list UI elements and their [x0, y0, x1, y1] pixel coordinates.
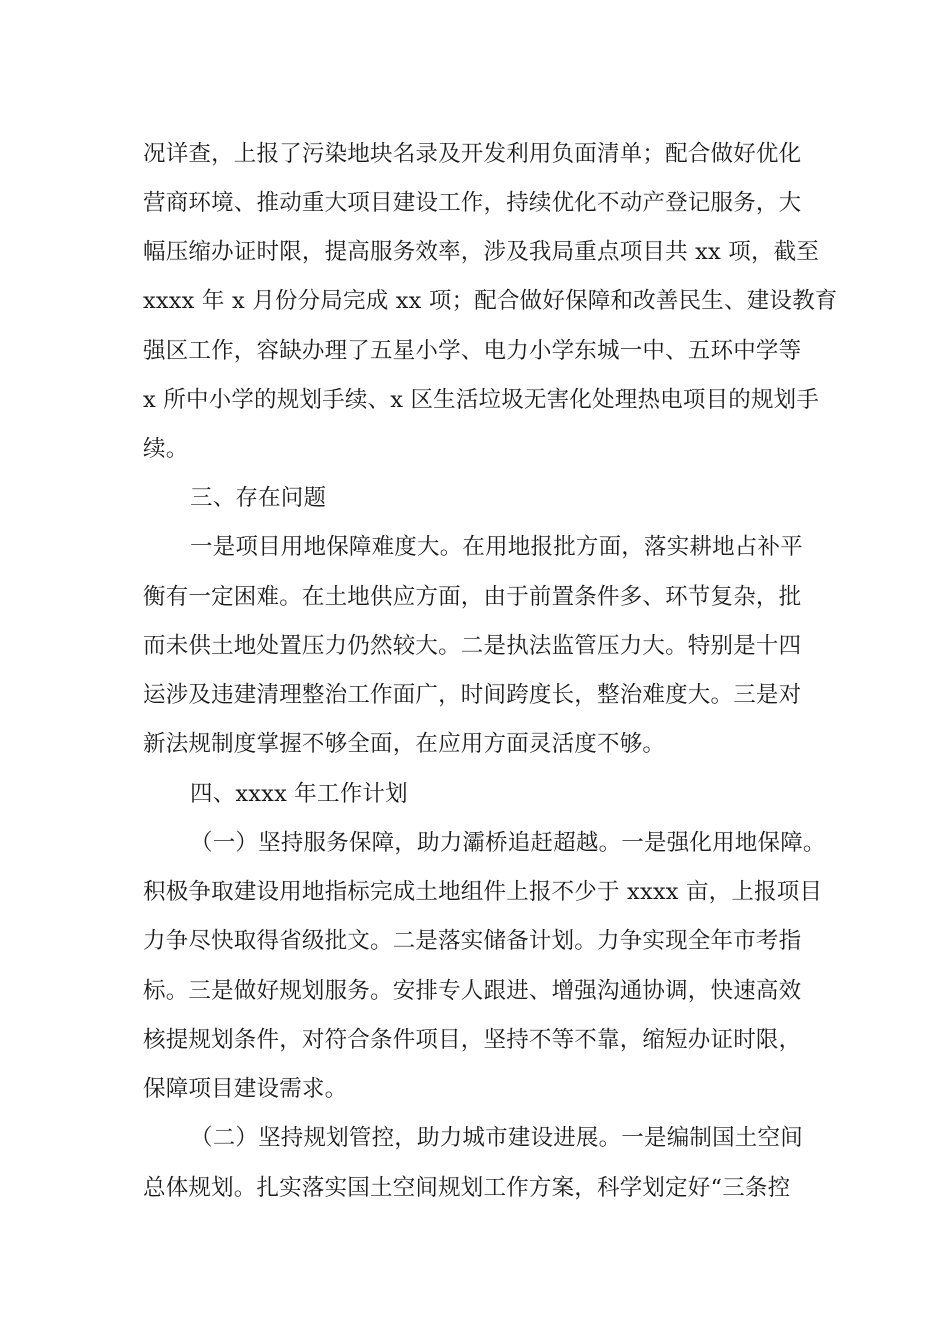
section-heading-plan: 四、xxxx 年工作计划: [190, 781, 408, 807]
body-text-line: 营商环境、推动重大项目建设工作，持续优化不动产登记服务，大: [143, 190, 802, 216]
body-text-line: x 所中小学的规划手续、x 区生活垃圾无害化处理热电项目的规划手: [143, 387, 820, 413]
body-text-line: 力争尽快取得省级批文。二是落实储备计划。力争实现全年市考指: [143, 928, 802, 954]
section-heading-problems: 三、存在问题: [190, 485, 327, 511]
body-text-line: 而未供土地处置压力仍然较大。二是执法监管压力大。特别是十四: [143, 633, 802, 659]
body-text-line: 总体规划。扎实落实国土空间规划工作方案，科学划定好“三条控: [143, 1175, 791, 1201]
body-text-line: 核提规划条件，对符合条件项目，坚持不等不靠，缩短办证时限，: [143, 1027, 802, 1053]
body-text-line: （二）坚持规划管控，助力城市建设进展。一是编制国土空间: [190, 1125, 803, 1151]
body-text-line: 一是项目用地保障难度大。在用地报批方面，落实耕地占补平: [190, 534, 803, 560]
body-text-line: （一）坚持服务保障，助力灞桥追赶超越。一是强化用地保障。: [190, 830, 826, 856]
body-text-line: 积极争取建设用地指标完成土地组件上报不少于 xxxx 亩，上报项目: [143, 879, 823, 905]
body-text-line: 运涉及违建清理整治工作面广，时间跨度长，整治难度大。三是对: [143, 682, 802, 708]
body-text-line: 新法规制度掌握不够全面，在应用方面灵活度不够。: [143, 731, 666, 757]
body-text-line: 保障项目建设需求。: [143, 1076, 348, 1102]
body-text-line: 况详查，上报了污染地块名录及开发利用负面清单；配合做好优化: [143, 141, 802, 167]
body-text-line: 幅压缩办证时限，提高服务效率，涉及我局重点项目共 xx 项，截至: [143, 239, 820, 265]
body-text-line: 强区工作，容缺办理了五星小学、电力小学东城一中、五环中学等: [143, 338, 802, 364]
body-text-line: 标。三是做好规划服务。安排专人跟进、增强沟通协调，快速高效: [143, 978, 802, 1004]
body-text-line: 衡有一定困难。在土地供应方面，由于前置条件多、环节复杂，批: [143, 584, 802, 610]
body-text-line: 续。: [143, 436, 189, 462]
body-text-line: xxxx 年 x 月份分局完成 xx 项；配合做好保障和改善民生、建设教育: [143, 288, 838, 314]
